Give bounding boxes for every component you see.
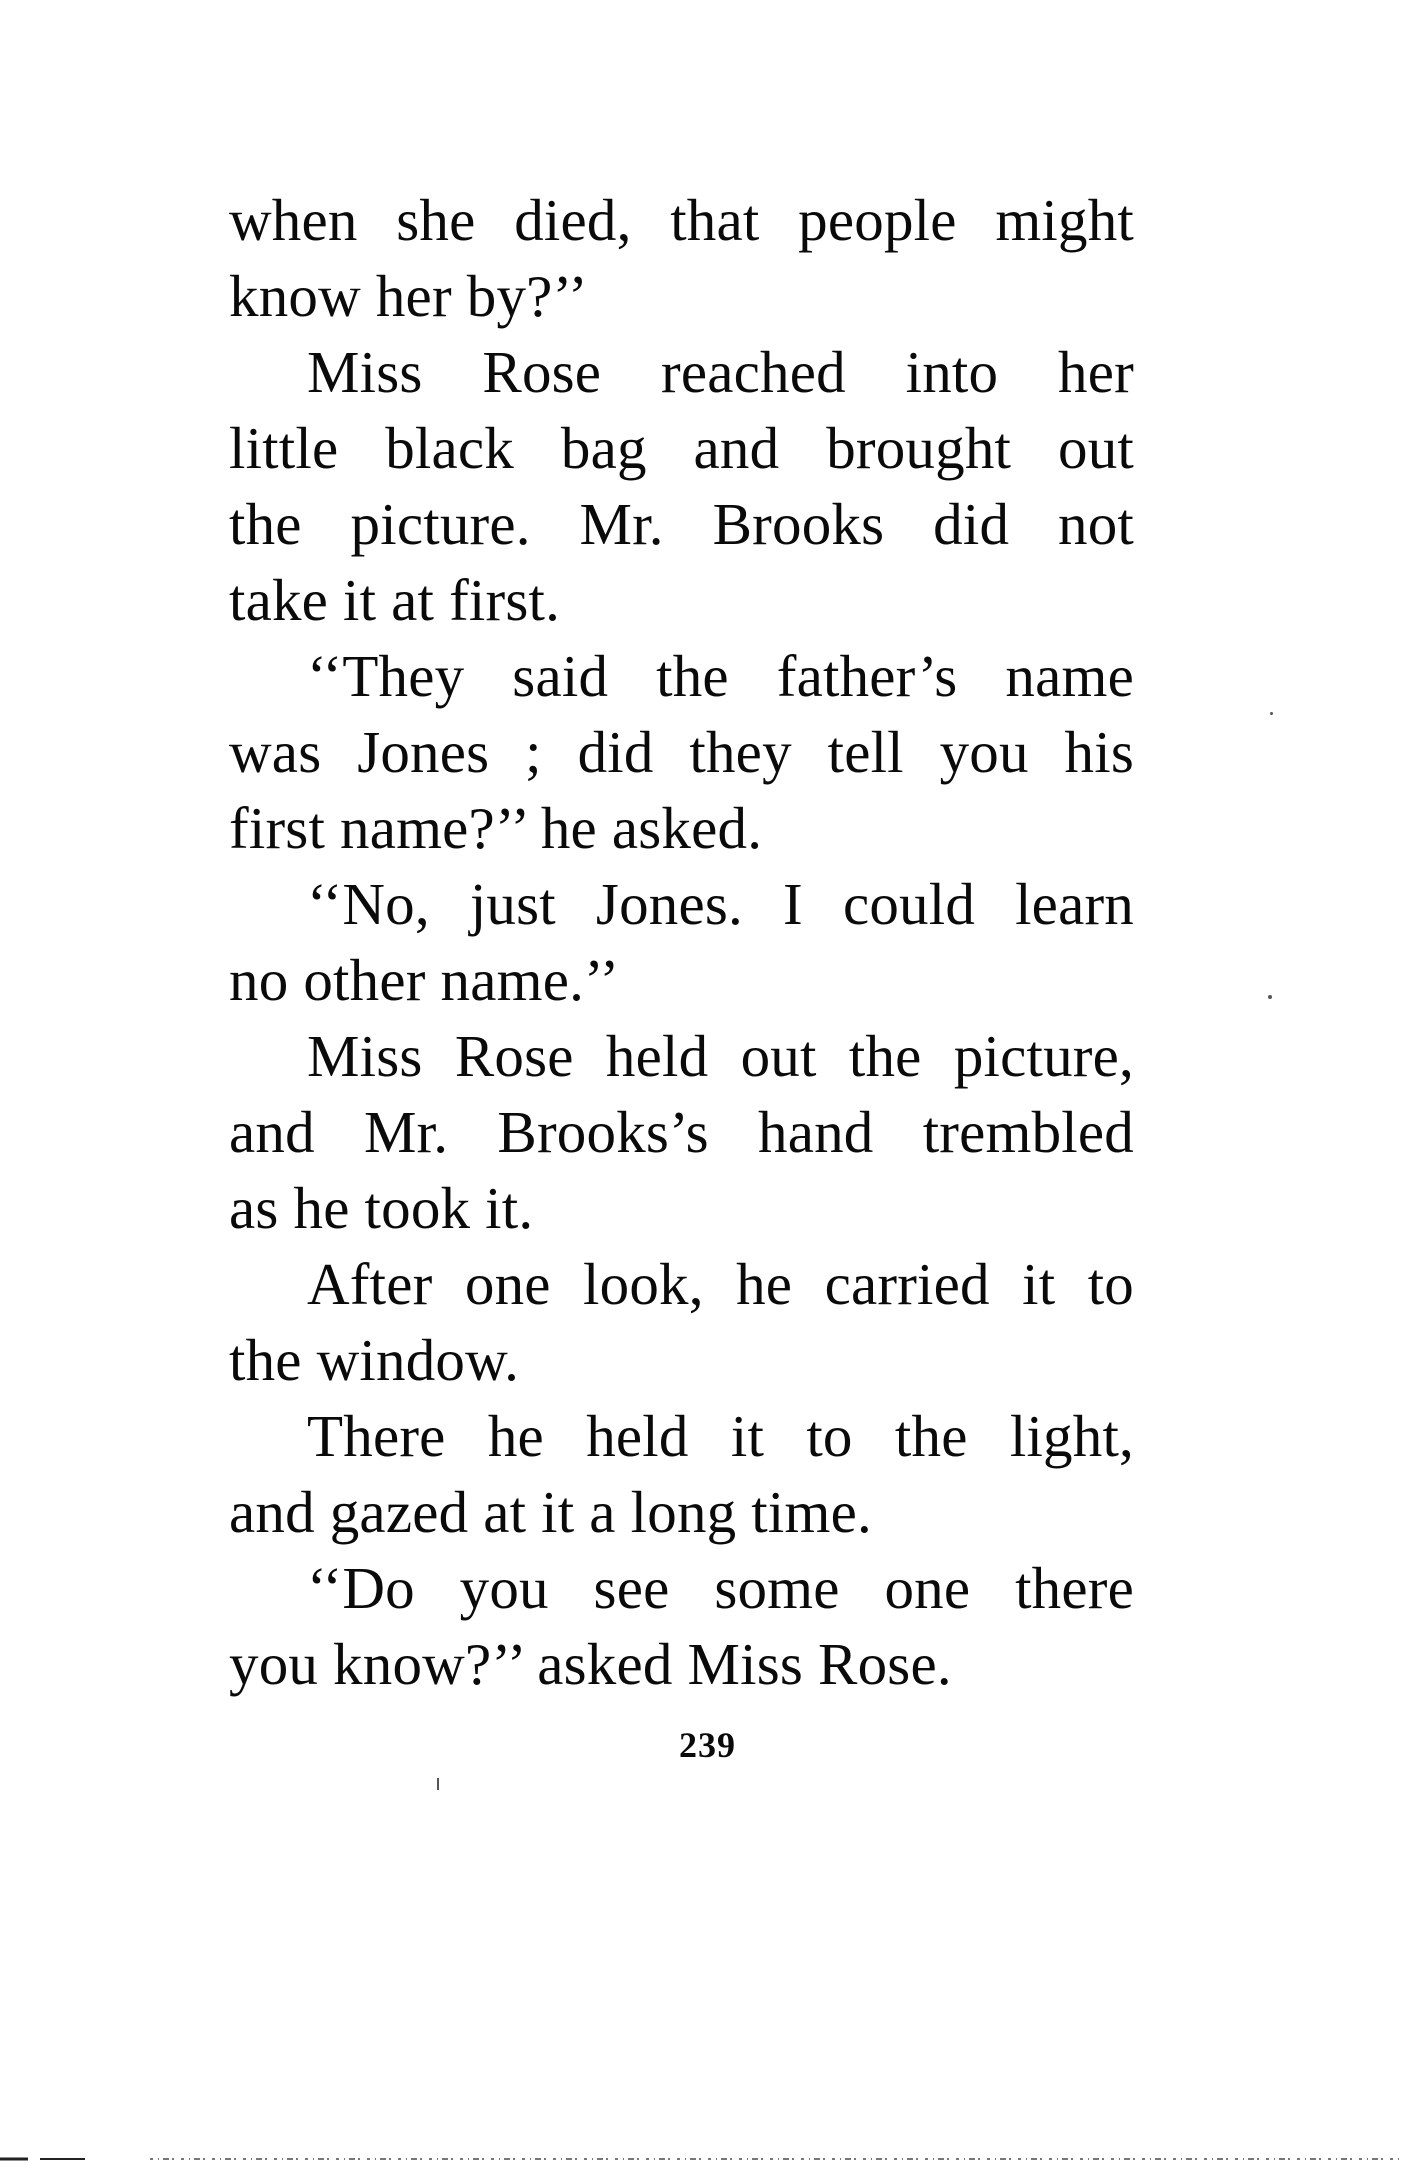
body-text (229, 182, 1134, 1702)
text-line: and Mr. Brooks’s hand trembled (229, 1099, 1134, 1165)
text-line: ‘‘They said the father’s name (307, 643, 1134, 709)
text-line: take it at first. (229, 567, 561, 633)
scan-speck (1270, 712, 1273, 715)
text-line: Miss Rose reached into her (307, 339, 1134, 405)
text-line: as he took it. (229, 1175, 534, 1241)
text-line: when she died, that people might (229, 187, 1134, 253)
text-line: and gazed at it a long time. (229, 1479, 872, 1545)
text-line: no other name.’’ (229, 947, 620, 1013)
text-line: ‘‘No, just Jones. I could learn (307, 871, 1134, 937)
scan-speck (1268, 995, 1272, 999)
page-number: 239 (679, 1725, 736, 1765)
text-line: know her by?’’ (229, 263, 588, 329)
text-line: the picture. Mr. Brooks did not (229, 491, 1134, 557)
text-line: first name?’’ he asked. (229, 795, 763, 861)
text-line: was Jones ; did they tell you his (229, 719, 1134, 785)
text-line: you know?’’ asked Miss Rose. (229, 1631, 952, 1697)
text-line: Miss Rose held out the picture, (307, 1023, 1134, 1089)
scan-speck (437, 1778, 439, 1790)
text-line: ‘‘Do you see some one there (307, 1555, 1134, 1621)
scan-edge-artifact (0, 2153, 1415, 2167)
text-line: little black bag and brought out (229, 415, 1134, 481)
text-line: There he held it to the light, (307, 1403, 1134, 1469)
text-line: the window. (229, 1327, 520, 1393)
text-line: After one look, he carried it to (307, 1251, 1134, 1317)
